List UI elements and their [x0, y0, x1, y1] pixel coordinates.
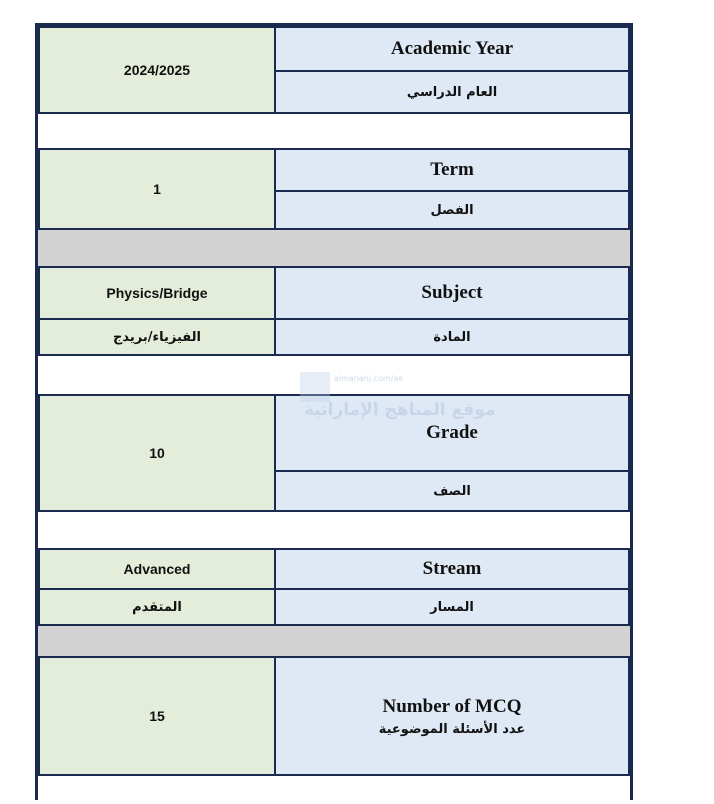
term-label-en: Term	[274, 148, 630, 192]
spacer-band-gray	[38, 624, 630, 658]
stream-label-ar: المسار	[274, 588, 630, 626]
spacer-band	[38, 354, 630, 396]
stream-label-en: Stream	[274, 548, 630, 590]
mcq-label-cell	[274, 656, 630, 776]
term-value: 1	[38, 148, 276, 230]
watermark-name: موقع المناهج الإماراتية	[304, 400, 496, 420]
stream-value-en: Advanced	[38, 548, 276, 590]
subject-value-en: Physics/Bridge	[38, 266, 276, 320]
mcq-value: 15	[38, 656, 276, 776]
academic-year-label-en: Academic Year	[274, 26, 630, 72]
mcq-label-en: Number of MCQ	[382, 695, 522, 717]
subject-value-ar: الفيزياء/بريدج	[38, 318, 276, 356]
academic-year-value: 2024/2025	[38, 26, 276, 114]
subject-label-en: Subject	[274, 266, 630, 320]
grade-label-en: Grade	[274, 394, 630, 472]
subject-label-ar: المادة	[274, 318, 630, 356]
watermark-site: almanahj.com/ae	[334, 374, 404, 383]
info-sheet	[35, 23, 633, 800]
term-label-ar: الفصل	[274, 190, 630, 230]
grade-label-ar: الصف	[274, 470, 630, 512]
grade-value: 10	[38, 394, 276, 512]
mcq-label-ar: عدد الأسئلة الموضوعية	[378, 721, 526, 737]
academic-year-label-ar: العام الدراسي	[274, 70, 630, 114]
spacer-band	[38, 112, 630, 150]
spacer-band	[38, 510, 630, 550]
stream-value-ar: المتقدم	[38, 588, 276, 626]
spacer-band-gray	[38, 228, 630, 268]
